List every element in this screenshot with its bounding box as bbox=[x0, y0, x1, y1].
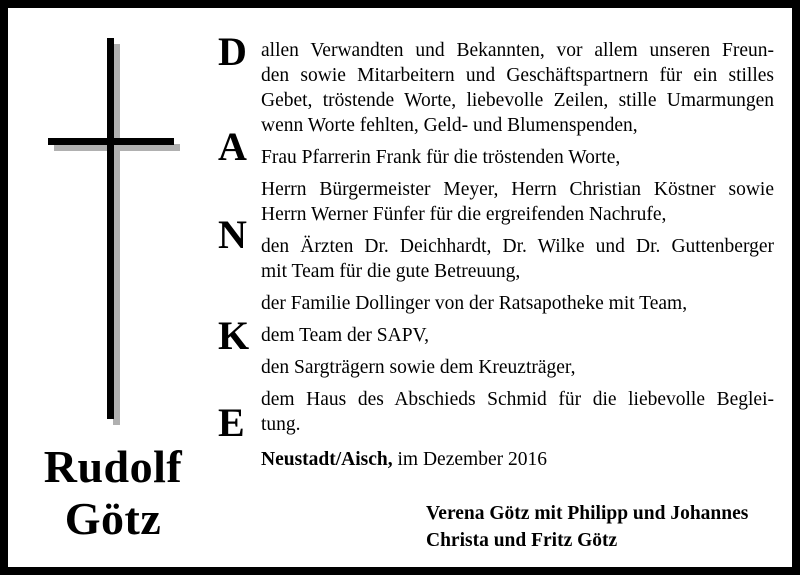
paragraph-line: der Familie Dollinger von der Ratsapotheke mit Team, bbox=[261, 293, 688, 314]
deceased-name bbox=[8, 441, 218, 545]
cross-shadow-horizontal bbox=[54, 144, 180, 151]
paragraph-line: dem Haus des Abschieds Schmid für die liebevolle Beglei- bbox=[261, 389, 774, 410]
paragraph-pastor bbox=[261, 145, 774, 170]
paragraph-pallbearers bbox=[261, 355, 774, 380]
paragraph-relatives bbox=[261, 38, 774, 138]
dateline bbox=[261, 447, 774, 472]
paragraph-line: dem Team der SAPV, bbox=[261, 325, 429, 346]
paragraph-line: allen Verwandten und Bekannten, vor allem unseren Freun- bbox=[261, 40, 774, 61]
paragraph-line: Frau Pfarrerin Frank für die tröstenden Worte, bbox=[261, 147, 621, 168]
acrostic-letter-e: E bbox=[218, 400, 245, 445]
paragraph-line: tung. bbox=[261, 414, 301, 435]
paragraph-line: den Ärzten Dr. Deichhardt, Dr. Wilke und Dr. Guttenberger bbox=[261, 236, 774, 257]
paragraph-line: den sowie Mitarbeitern und Geschäftspartnern für ein stilles bbox=[261, 65, 774, 86]
dateline-date: im Dezember 2016 bbox=[397, 449, 547, 470]
acrostic-letter-n: N bbox=[218, 212, 247, 257]
deceased-name-last: Götz bbox=[64, 493, 162, 544]
paragraph-line: Herrn Bürgermeister Meyer, Herrn Christian Köstner sowie bbox=[261, 179, 774, 200]
paragraph-pharmacy bbox=[261, 291, 774, 316]
deceased-name-first: Rudolf bbox=[43, 441, 183, 492]
cross-vertical-beam bbox=[107, 38, 114, 419]
signature-block bbox=[426, 500, 774, 554]
signature-line: Christa und Fritz Götz bbox=[426, 530, 618, 551]
dateline-place: Neustadt/Aisch, bbox=[261, 449, 393, 470]
acrostic-letter-k: K bbox=[218, 313, 250, 358]
acrostic-letter-d: D bbox=[218, 29, 247, 74]
paragraph-doctors bbox=[261, 234, 774, 284]
paragraph-line: mit Team für die gute Betreuung, bbox=[261, 261, 521, 282]
cross-horizontal-beam bbox=[48, 138, 174, 145]
paragraph-sapv bbox=[261, 323, 774, 348]
paragraph-line: Gebet, tröstende Worte, liebevolle Zeilen, stille Umarmungen bbox=[261, 90, 774, 111]
thanks-column bbox=[218, 8, 774, 567]
cross-shadow-vertical bbox=[113, 44, 120, 425]
paragraph-line: Herrn Werner Fünfer für die ergreifenden Nachrufe, bbox=[261, 204, 667, 225]
paragraph-mayor bbox=[261, 177, 774, 227]
paragraph-funeral-home bbox=[261, 387, 774, 437]
thanks-text bbox=[261, 38, 774, 554]
paragraph-line: wenn Worte fehlten, Geld- und Blumenspenden, bbox=[261, 115, 638, 136]
signature-line: Verena Götz mit Philipp und Johannes bbox=[426, 503, 749, 524]
acrostic-letter-a: A bbox=[218, 124, 247, 169]
paragraph-line: den Sargträgern sowie dem Kreuzträger, bbox=[261, 357, 576, 378]
